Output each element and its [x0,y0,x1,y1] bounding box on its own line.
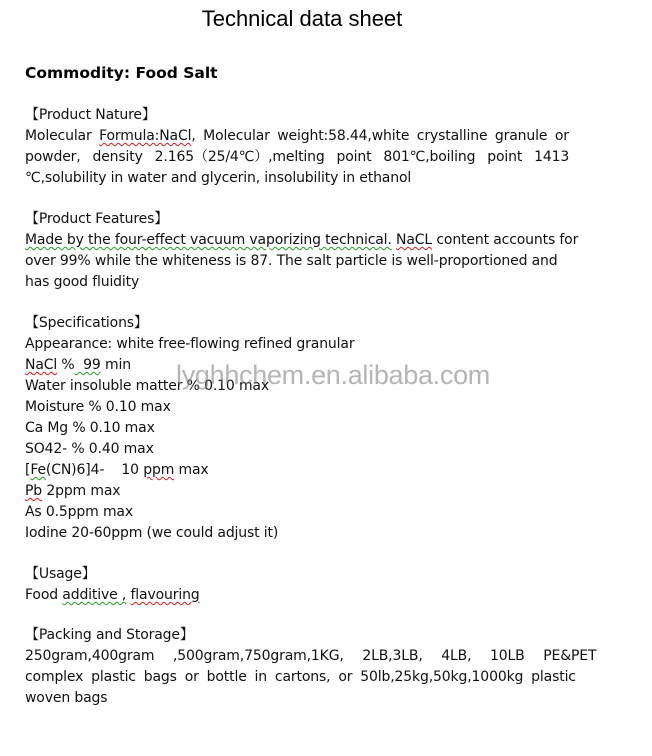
spellcheck-underline: Formula:NaCl [99,128,192,144]
spec-item: Ca Mg % 0.10 max [25,420,155,436]
body-line: complex plastic bags or bottle in cartons, or 50lb,25kg,50kg,1000kg plastic [25,669,576,685]
section-usage [25,564,581,606]
spec-item: NaCl % 99 min [25,357,131,373]
page-title: Technical data sheet [201,6,403,31]
section-packing-storage [25,625,597,709]
spec-item: Iodine 20-60ppm (we could adjust it) [25,525,279,541]
section-specifications [25,313,581,544]
body-line: 250gram,400gram ,500gram,750gram,1KG, 2LB,3LB, 4LB, 10LB PE&PET [25,648,597,664]
grammar-underline: Made by the four-effect vacuum vaporizing technical. [25,232,392,248]
body-line: Molecular Formula:NaCl, Molecular weight:58.44,white crystalline granule or [25,128,569,144]
body-line: has good fluidity [25,274,140,290]
spec-item: Pb 2ppm max [25,483,121,499]
body-line: Food additive , flavouring [25,587,200,603]
section-product-features [25,209,581,293]
spec-item: Appearance: white free-flowing refined granular [25,336,355,352]
body-line: ℃,solubility in water and glycerin, insolubility in ethanol [25,170,412,186]
body-line: Made by the four-effect vacuum vaporizing technical. NaCL content accounts for [25,232,579,248]
section-heading: 【Usage】 [25,566,96,582]
spec-item: [Fe(CN)6]4- 10 ppm max [25,462,209,478]
section-heading: 【Product Nature】 [25,107,156,123]
spec-item: As 0.5ppm max [25,504,133,520]
spec-item: Moisture % 0.10 max [25,399,171,415]
body-line: over 99% while the whiteness is 87. The salt particle is well-proportioned and [25,253,558,269]
body-line: woven bags [25,690,108,706]
spellcheck-underline: NaCL [396,232,433,248]
watermark: lyghhchem.en.alibaba.com [176,360,490,390]
section-heading: 【Packing and Storage】 [25,627,194,643]
commodity-heading: Commodity: Food Salt [25,64,218,82]
section-heading: 【Product Features】 [25,211,169,227]
body-line: powder, density 2.165（25/4℃）,melting point 801℃,boiling point 1413 [25,149,570,165]
spec-item: Water insoluble matter % 0.10 max [25,378,270,394]
section-product-nature [25,105,581,189]
section-body [25,126,581,189]
spec-item: SO42- % 0.40 max [25,441,154,457]
section-heading: 【Specifications】 [25,315,148,331]
